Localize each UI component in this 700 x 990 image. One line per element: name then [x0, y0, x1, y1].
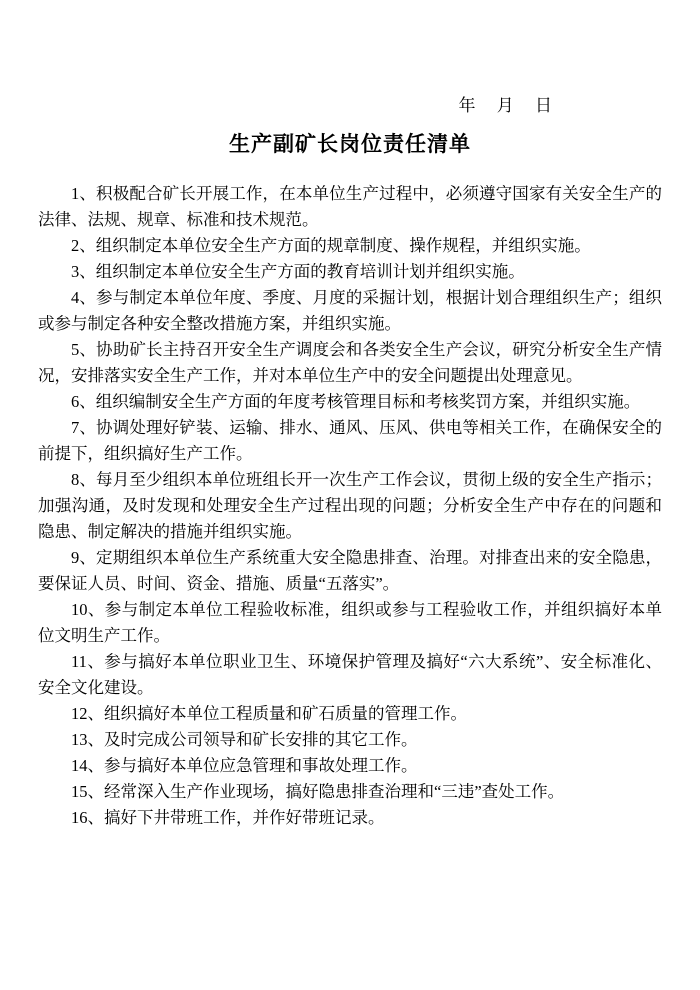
list-item: 4、参与制定本单位年度、季度、月度的采掘计划，根据计划合理组织生产；组织或参与制定各种安全整改措施方案，并组织实施。 — [38, 288, 662, 333]
list-item: 10、参与制定本单位工程验收标准，组织或参与工程验收工作，并组织搞好本单位文明生产工作。 — [38, 600, 662, 645]
page-title: 生产副矿长岗位责任清单 — [229, 132, 471, 156]
list-item: 13、及时完成公司领导和矿长安排的其它工作。 — [71, 730, 418, 749]
list-item: 2、组织制定本单位安全生产方面的规章制度、操作规程，并组织实施。 — [71, 236, 591, 255]
document-body — [38, 181, 662, 831]
date-line: 年 月 日 — [458, 96, 552, 115]
list-item: 7、协调处理好铲装、运输、排水、通风、压风、供电等相关工作，在确保安全的前提下，组织搞好生产工作。 — [38, 418, 662, 463]
list-item: 11、参与搞好本单位职业卫生、环境保护管理及搞好“六大系统”、安全标准化、安全文化建设。 — [38, 652, 662, 697]
list-item: 9、定期组织本单位生产系统重大安全隐患排查、治理。对排查出来的安全隐患，要保证人员、时间、资金、措施、质量“五落实”。 — [38, 548, 662, 593]
list-item: 12、组织搞好本单位工程质量和矿石质量的管理工作。 — [71, 704, 467, 723]
list-item: 1、积极配合矿长开展工作，在本单位生产过程中，必须遵守国家有关安全生产的法律、法规、规章、标准和技术规范。 — [38, 184, 662, 229]
list-item: 15、经常深入生产作业现场，搞好隐患排查治理和“三违”查处工作。 — [71, 782, 565, 801]
list-item: 16、搞好下井带班工作，并作好带班记录。 — [71, 808, 385, 827]
list-item: 6、组织编制安全生产方面的年度考核管理目标和考核奖罚方案，并组织实施。 — [71, 392, 641, 411]
list-item: 5、协助矿长主持召开安全生产调度会和各类安全生产会议，研究分析安全生产情况，安排落实安全生产工作，并对本单位生产中的安全问题提出处理意见。 — [38, 340, 662, 385]
list-item: 3、组织制定本单位安全生产方面的教育培训计划并组织实施。 — [71, 262, 525, 281]
list-item: 14、参与搞好本单位应急管理和事故处理工作。 — [71, 756, 418, 775]
list-item: 8、每月至少组织本单位班组长开一次生产工作会议，贯彻上级的安全生产指示；加强沟通，及时发现和处理安全生产过程出现的问题；分析安全生产中存在的问题和隐患、制定解决的措施并组织实施。 — [38, 470, 662, 541]
